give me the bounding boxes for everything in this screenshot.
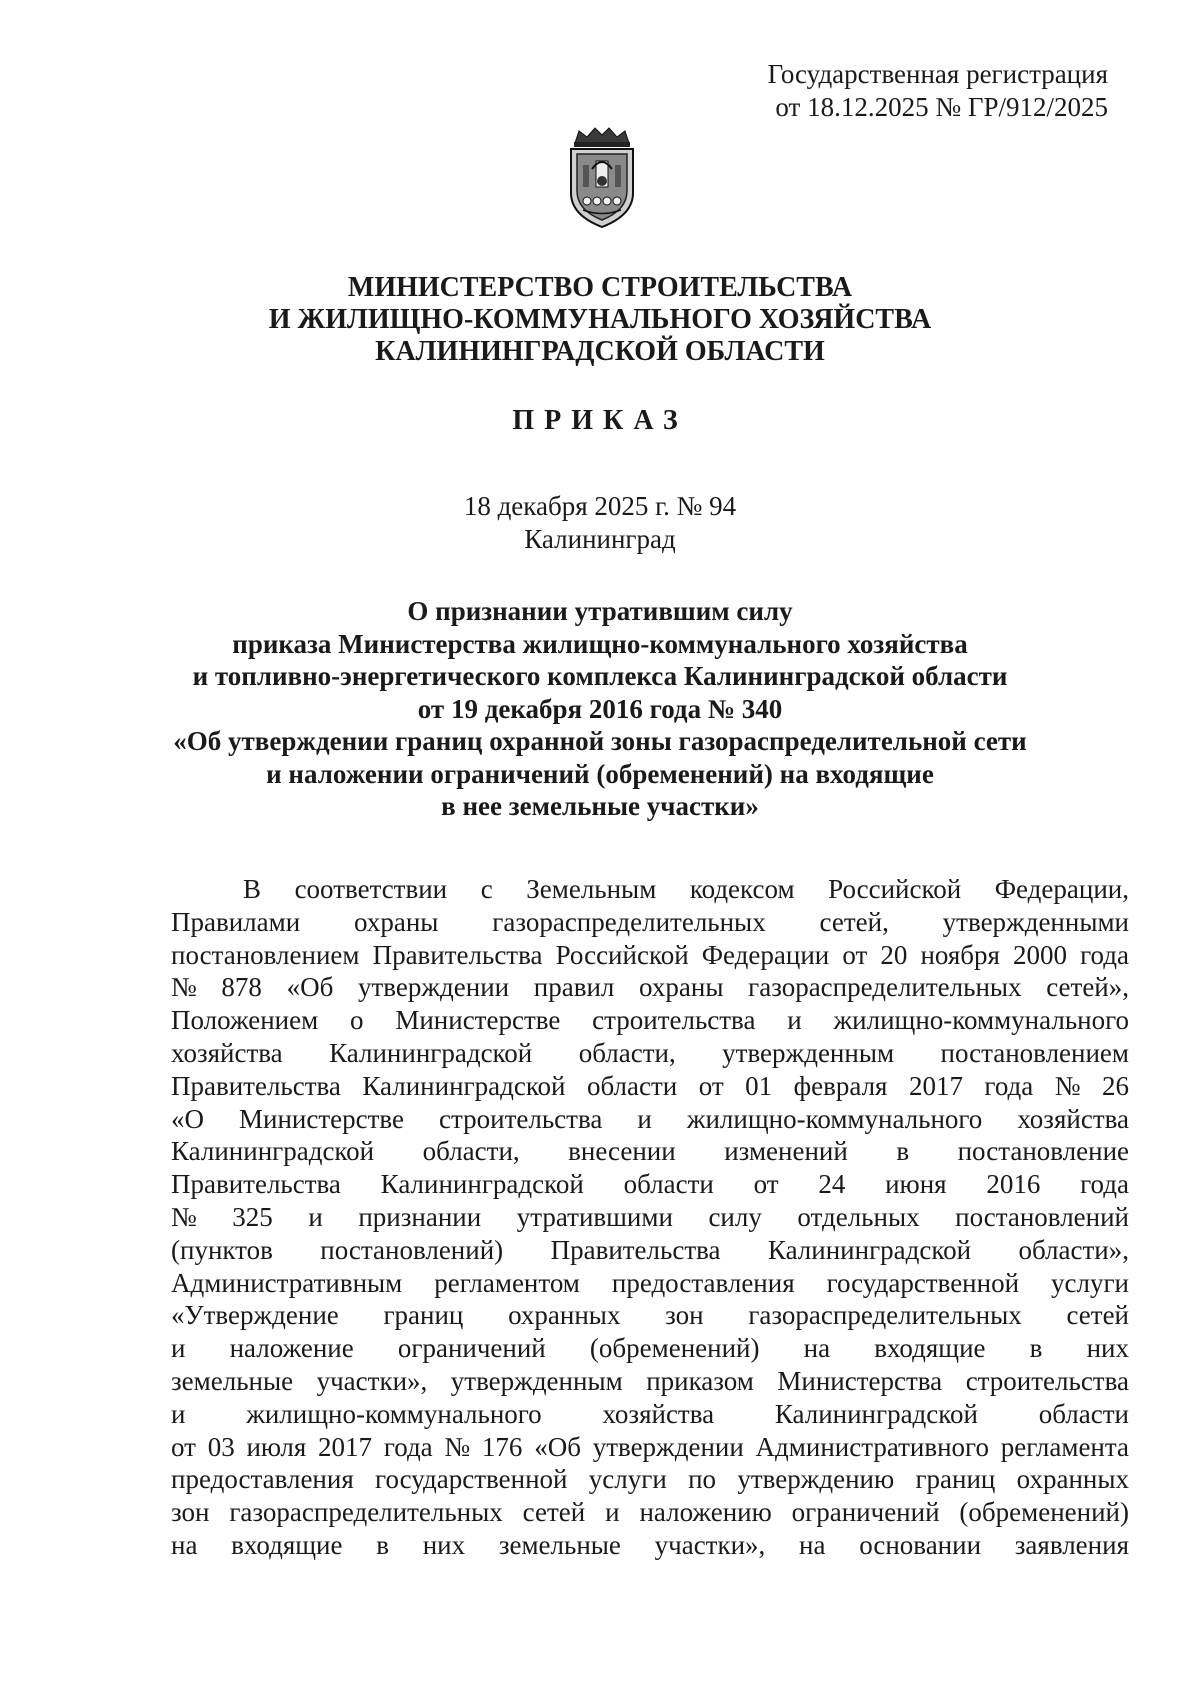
- body-line: Калининградской области, внесении изменений в постановление: [171, 1136, 1129, 1167]
- body-line: и жилищно-коммунального хозяйства Калининградской области: [171, 1398, 1129, 1429]
- state-registration-stamp: [768, 58, 1108, 124]
- body-line: № 878 «Об утверждении правил охраны газораспределительных сетей»,: [171, 972, 1129, 1003]
- subject-line: «Об утверждении границ охранной зоны газораспределительной сети: [173, 726, 1027, 756]
- order-date-number: 18 декабря 2025 г. № 94: [463, 491, 737, 521]
- body-line: на входящие в них земельные участки», на основании заявления: [171, 1529, 1129, 1560]
- body-line: Административным регламентом предоставления государственной услуги: [171, 1267, 1129, 1298]
- ministry-line-3: КАЛИНИНГРАДСКОЙ ОБЛАСТИ: [375, 336, 825, 367]
- body-line: № 325 и признании утратившими силу отдельных постановлений: [171, 1201, 1129, 1232]
- order-body-paragraph: [171, 873, 1129, 1562]
- order-city: Калининград: [524, 524, 676, 554]
- subject-line: и топливно-энергетического комплекса Калининградской области: [192, 661, 1008, 691]
- subject-line: О признании утратившим силу: [407, 596, 793, 626]
- registration-line-1: Государственная регистрация: [767, 59, 1108, 89]
- subject-line: приказа Министерства жилищно-коммунального хозяйства: [232, 628, 968, 659]
- body-line: предоставления государственной услуги по утверждению границ охранных: [171, 1464, 1129, 1495]
- registration-line-2: от 18.12.2025 № ГР/912/2025: [775, 92, 1108, 122]
- body-line: постановлением Правительства Российской Федерации от 20 ноября 2000 года: [171, 939, 1129, 970]
- body-line: В соответствии с Земельным кодексом Российской Федерации,: [243, 874, 1129, 904]
- body-line: хозяйства Калининградской области, утвержденным постановлением: [171, 1037, 1129, 1068]
- order-date-block: [0, 490, 1200, 556]
- body-line: от 03 июля 2017 года № 176 «Об утверждении Административного регламента: [171, 1431, 1129, 1462]
- body-line: земельные участки», утвержденным приказом Министерства строительства: [171, 1365, 1129, 1396]
- body-line: Правительства Калининградской области от 24 июня 2016 года: [171, 1169, 1129, 1200]
- body-line: Положением о Министерстве строительства и жилищно-коммунального: [171, 1005, 1129, 1036]
- body-line: и наложение ограничений (обременений) на входящие в них: [171, 1333, 1129, 1364]
- coat-of-arms-emblem-icon: [557, 125, 647, 230]
- ministry-line-1: МИНИСТЕРСТВО СТРОИТЕЛЬСТВА: [347, 272, 853, 303]
- subject-line: в нее земельные участки»: [441, 791, 759, 821]
- body-line: зон газораспределительных сетей и наложению ограничений (обременений): [171, 1497, 1129, 1528]
- subject-line: и наложении ограничений (обременений) на входящие: [266, 758, 934, 789]
- order-title: ПРИКАЗ: [512, 405, 688, 436]
- body-line: (пунктов постановлений) Правительства Калининградской области»,: [171, 1234, 1129, 1265]
- body-line: «Утверждение границ охранных зон газораспределительных сетей: [171, 1300, 1129, 1331]
- body-line: Правительства Калининградской области от 01 февраля 2017 года № 26: [171, 1070, 1129, 1101]
- ministry-name: [0, 272, 1200, 368]
- ministry-line-2: И ЖИЛИЩНО-КОММУНАЛЬНОГО ХОЗЯЙСТВА: [268, 304, 932, 335]
- order-subject: [0, 595, 1200, 823]
- body-line: «О Министерстве строительства и жилищно-коммунального хозяйства: [171, 1103, 1129, 1134]
- subject-line: от 19 декабря 2016 года № 340: [417, 693, 783, 724]
- body-line: Правилами охраны газораспределительных сетей, утвержденными: [171, 906, 1129, 937]
